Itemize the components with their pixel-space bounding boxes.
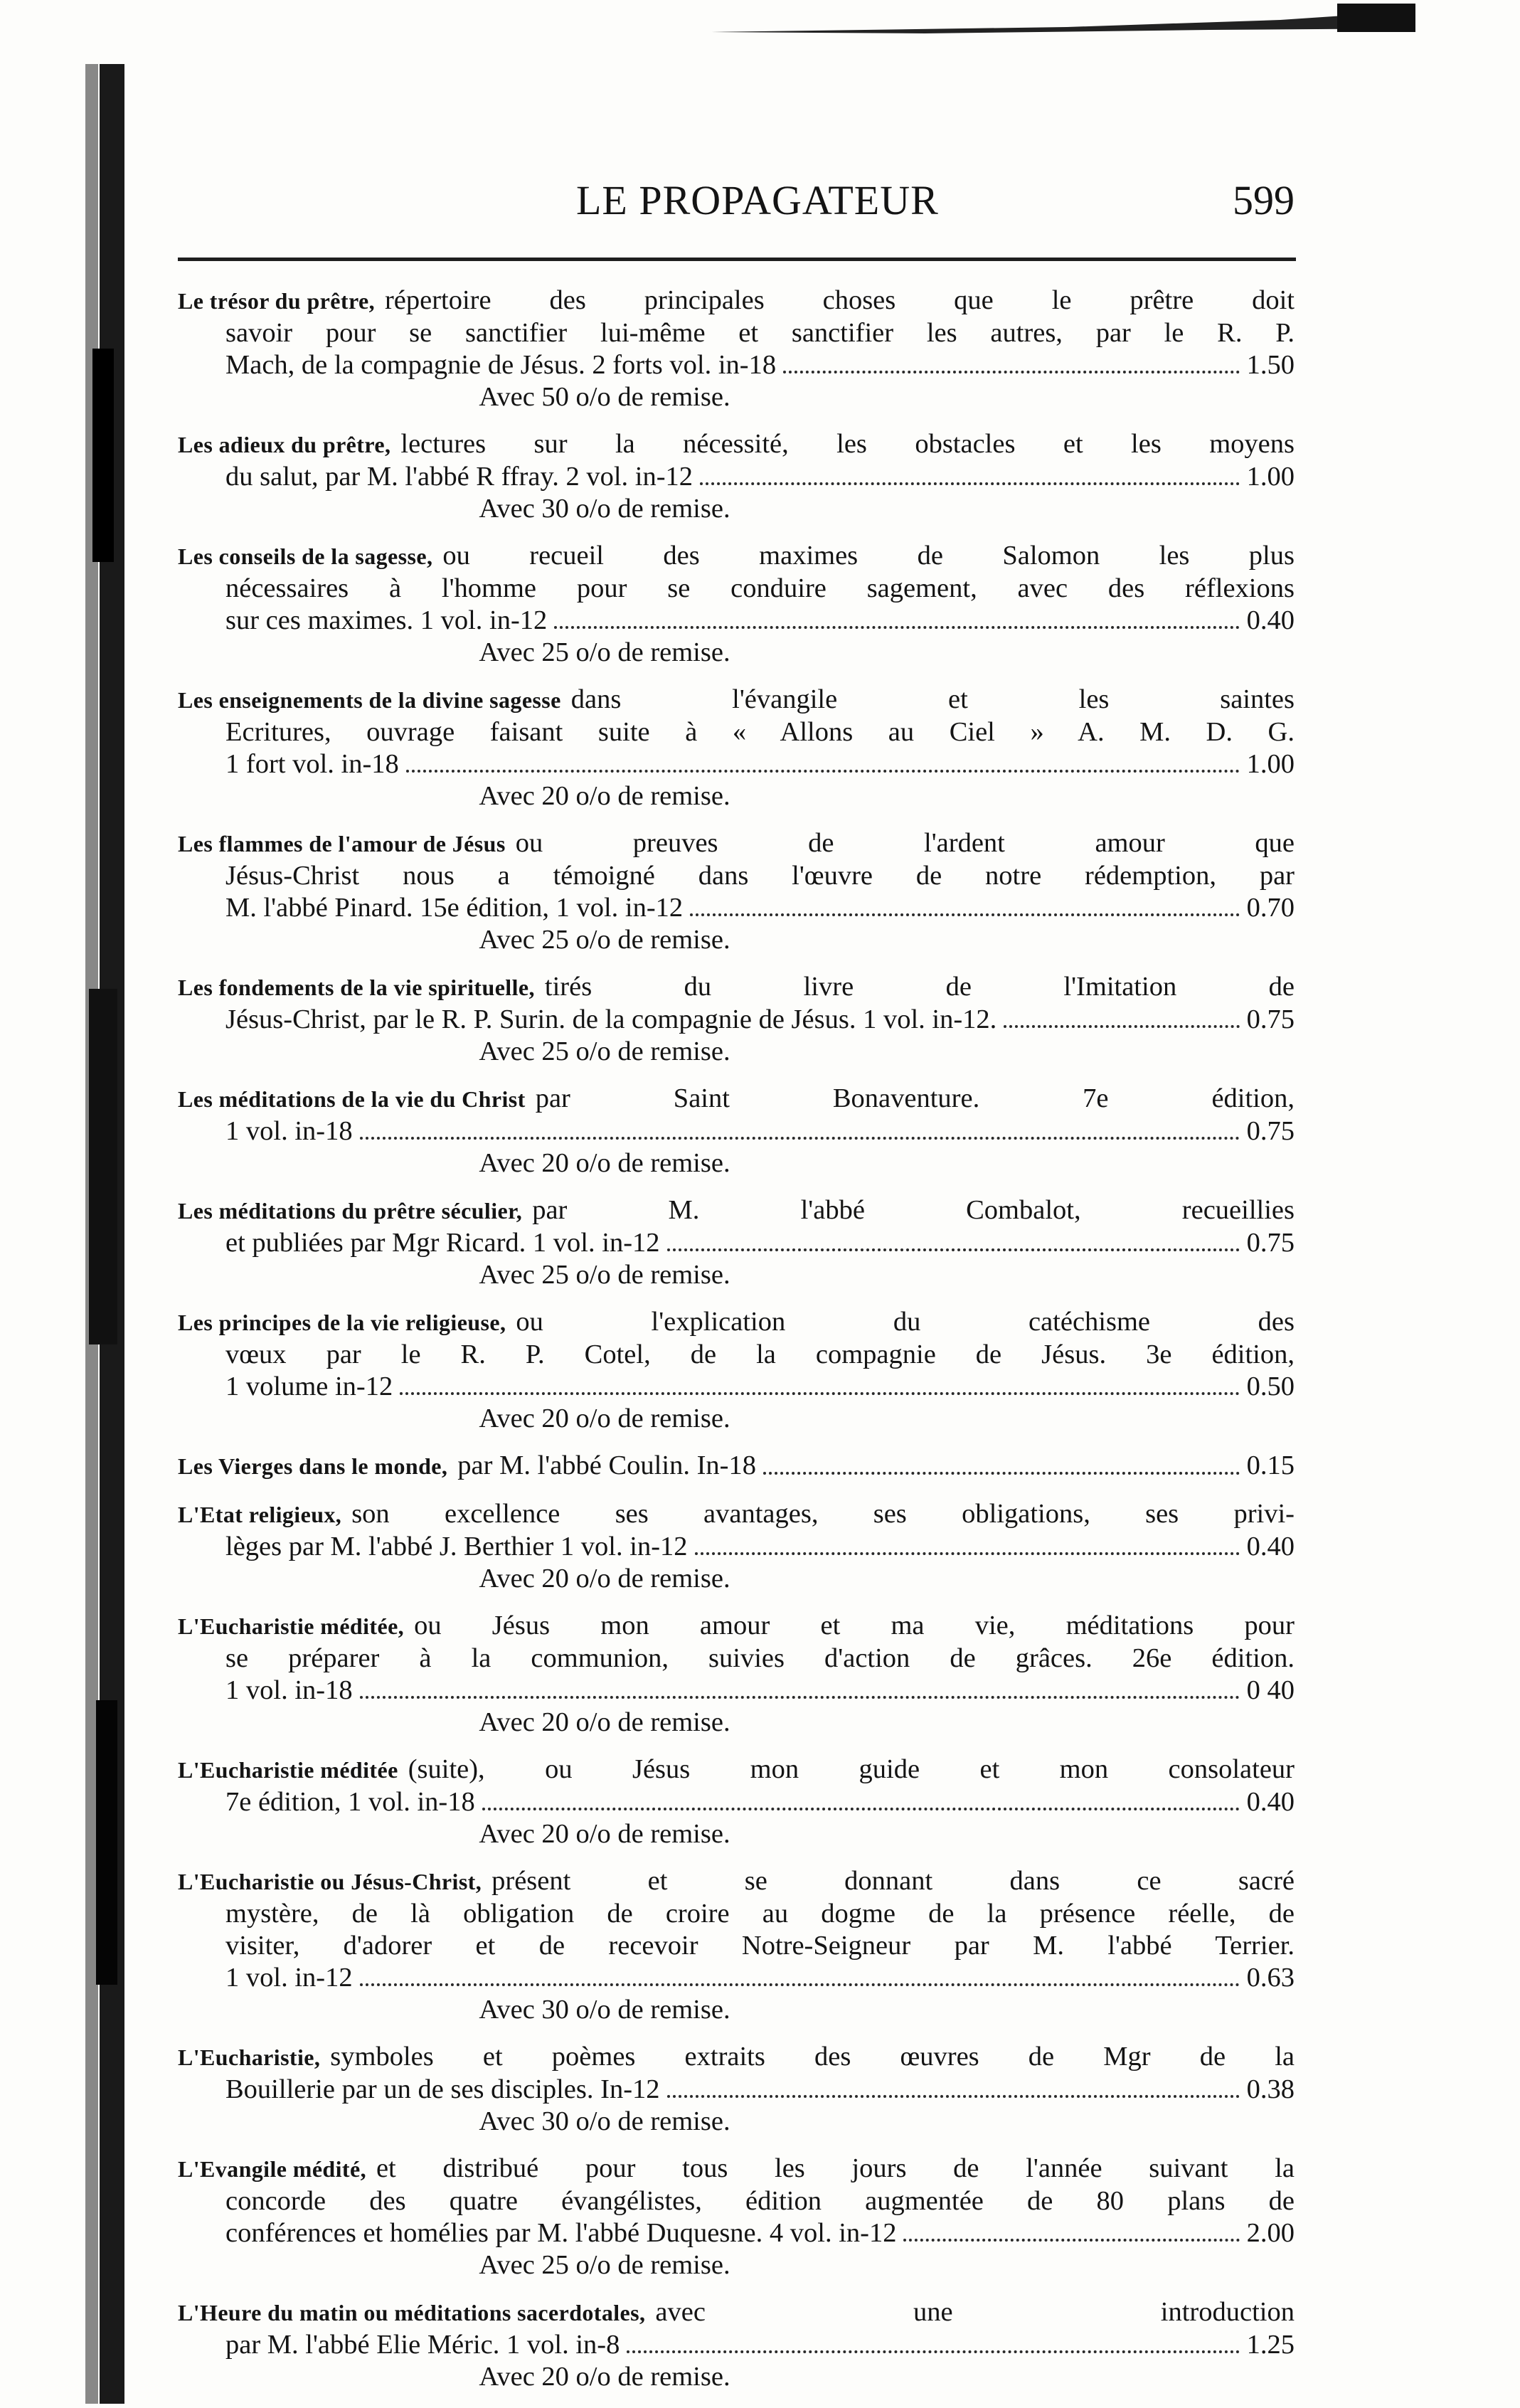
entry-line	[178, 1962, 1295, 1994]
entry-price: 0.40	[1246, 605, 1295, 635]
entry-title: L'Eucharistie ou Jésus-Christ,	[178, 1869, 482, 1894]
entry-description: avec une introduction	[655, 2297, 1295, 2327]
entry-discount: Avec 30 o/o de remise.	[479, 2106, 730, 2136]
entry-title: Les méditations de la vie du Christ	[178, 1086, 526, 1112]
entry-price: 0.15	[1246, 1450, 1295, 1480]
catalog-entry	[178, 1306, 1295, 1434]
scan-top-edge	[0, 0, 1520, 43]
entry-title: Les principes de la vie religieuse,	[178, 1310, 506, 1335]
entry-discount: Avec 20 o/o de remise.	[479, 2362, 730, 2392]
entry-title: Les enseignements de la divine sagesse	[178, 687, 561, 713]
entry-title: L'Evangile médité,	[178, 2156, 366, 2182]
entry-title: L'Heure du matin ou méditations sacerdotales,	[178, 2300, 646, 2325]
dot-leader	[763, 1471, 1240, 1475]
entry-description: ou recueil des maximes de Salomon les plus	[442, 541, 1295, 571]
entry-description: nécessaires à l'homme pour se conduire sagement, avec des réflexions	[225, 573, 1295, 603]
entry-first-line	[178, 1865, 1295, 1898]
entry-description: et distribué pour tous les jours de l'année suivant la	[376, 2153, 1295, 2183]
dot-leader	[903, 2238, 1239, 2242]
entry-line	[178, 573, 1295, 605]
entry-line	[178, 1930, 1295, 1962]
entry-discount: Avec 20 o/o de remise.	[479, 781, 730, 811]
entry-description: Jésus-Christ, par le R. P. Surin. de la compagnie de Jésus. 1 vol. in-12.	[225, 1004, 997, 1034]
entry-description: tirés du livre de l'Imitation de	[544, 972, 1295, 1002]
catalog-entry	[178, 684, 1295, 812]
entry-discount: Avec 25 o/o de remise.	[479, 1036, 730, 1066]
entry-description: 7e édition, 1 vol. in-18	[225, 1787, 475, 1817]
entry-price: 0.38	[1246, 2074, 1295, 2104]
catalog-entry	[178, 1610, 1295, 1738]
entry-discount: Avec 25 o/o de remise.	[479, 1260, 730, 1290]
entry-description: Mach, de la compagnie de Jésus. 2 forts vol. in-18	[225, 350, 777, 380]
entry-title: Les méditations du prêtre séculier,	[178, 1198, 523, 1224]
entry-line	[178, 349, 1295, 381]
entry-line	[178, 1227, 1295, 1259]
entry-description: conférences et homélies par M. l'abbé Duquesne. 4 vol. in-12	[225, 2218, 897, 2248]
running-title: LE PROPAGATEUR	[576, 177, 939, 223]
entry-title: Les adieux du prêtre,	[178, 432, 391, 457]
dot-leader	[482, 1807, 1240, 1810]
entry-description: par M. l'abbé Elie Méric. 1 vol. in-8	[225, 2330, 620, 2360]
scan-left-edge	[71, 64, 139, 2404]
entry-description: par M. l'abbé Combalot, recueillies	[532, 1195, 1295, 1225]
entry-title: Les fondements de la vie spirituelle,	[178, 975, 535, 1000]
entry-first-line	[178, 1083, 1295, 1115]
dot-leader	[783, 370, 1240, 373]
entry-line	[178, 461, 1295, 493]
entry-discount: Avec 20 o/o de remise.	[479, 1404, 730, 1433]
entry-description: Ecritures, ouvrage faisant suite à « Allons au Ciel » A. M. D. G.	[225, 717, 1295, 747]
entry-description: lèges par M. l'abbé J. Berthier 1 vol. in-12	[225, 1532, 688, 1561]
entry-line	[178, 892, 1295, 924]
entry-description: répertoire des principales choses que le prêtre doit	[384, 285, 1295, 315]
entry-line	[178, 860, 1295, 892]
entry-discount: Avec 20 o/o de remise.	[479, 1564, 730, 1593]
entry-description: 1 vol. in-18	[225, 1116, 353, 1146]
catalog-entry	[178, 2296, 1295, 2392]
entry-discount: Avec 50 o/o de remise.	[479, 382, 730, 412]
entry-first-line	[178, 1450, 1295, 1483]
entry-first-line	[178, 1194, 1295, 1227]
entry-price: 0.75	[1246, 1004, 1295, 1034]
dot-leader	[627, 2350, 1239, 2353]
entry-description: du salut, par M. l'abbé R ffray. 2 vol. in-12	[225, 462, 693, 492]
entry-discount: Avec 20 o/o de remise.	[479, 1819, 730, 1849]
entry-discount: Avec 25 o/o de remise.	[479, 2250, 730, 2280]
entry-line	[178, 317, 1295, 349]
entry-description: ou preuves de l'ardent amour que	[515, 828, 1295, 858]
entry-description: vœux par le R. P. Cotel, de la compagnie de Jésus. 3e édition,	[225, 1340, 1295, 1369]
entry-description: ou Jésus mon amour et ma vie, méditations pour	[414, 1611, 1295, 1640]
entry-first-line	[178, 827, 1295, 860]
entry-description: dans l'évangile et les saintes	[570, 684, 1295, 714]
entry-first-line	[178, 971, 1295, 1004]
entry-price: 1.00	[1246, 462, 1295, 492]
entry-description: lectures sur la nécessité, les obstacles et les moyens	[400, 429, 1295, 459]
entry-price: 0.50	[1246, 1372, 1295, 1401]
dot-leader	[360, 1136, 1240, 1140]
catalog-entry	[178, 971, 1295, 1067]
entry-description: 1 volume in-12	[225, 1372, 393, 1401]
entry-first-line	[178, 1610, 1295, 1643]
dot-leader	[667, 2094, 1240, 2098]
entry-title: Les flammes de l'amour de Jésus	[178, 831, 506, 856]
entry-description: présent et se donnant dans ce sacré	[491, 1866, 1295, 1896]
entry-description: et publiées par Mgr Ricard. 1 vol. in-12	[225, 1228, 660, 1258]
entry-price: 1.50	[1246, 350, 1295, 380]
entry-description: se préparer à la communion, suivies d'action de grâces. 26e édition.	[225, 1643, 1295, 1673]
catalog-entry	[178, 1450, 1295, 1483]
entry-price: 2.00	[1246, 2218, 1295, 2248]
catalog-entry	[178, 540, 1295, 668]
entry-price: 0.40	[1246, 1532, 1295, 1561]
entry-first-line	[178, 1498, 1295, 1531]
entry-description: M. l'abbé Pinard. 15e édition, 1 vol. in-12	[225, 893, 684, 923]
entry-discount: Avec 25 o/o de remise.	[479, 925, 730, 955]
page-number: 599	[1233, 177, 1295, 223]
entry-title: Le trésor du prêtre,	[178, 288, 375, 314]
entry-description: Bouillerie par un de ses disciples. In-12	[225, 2074, 660, 2104]
entry-first-line	[178, 2153, 1295, 2185]
entry-first-line	[178, 1754, 1295, 1786]
entry-title: L'Eucharistie méditée	[178, 1757, 398, 1783]
catalog-entry	[178, 428, 1295, 524]
entry-line	[178, 2185, 1295, 2217]
entry-title: L'Eucharistie,	[178, 2044, 321, 2070]
entry-description: 1 vol. in-12	[225, 1963, 353, 1993]
entry-line	[178, 1371, 1295, 1403]
entry-title: Les Vierges dans le monde,	[178, 1453, 448, 1479]
entry-price: 1.25	[1246, 2330, 1295, 2360]
entry-description: sur ces maximes. 1 vol. in-12	[225, 605, 548, 635]
dot-leader	[700, 482, 1240, 485]
entry-title: L'Etat religieux,	[178, 1502, 342, 1527]
dot-leader	[400, 1391, 1239, 1395]
entry-price: 0.70	[1246, 893, 1295, 923]
entry-line	[178, 2329, 1295, 2361]
catalog-entry	[178, 827, 1295, 955]
catalog-entry	[178, 2153, 1295, 2281]
entry-line	[178, 1675, 1295, 1707]
entry-description: par Saint Bonaventure. 7e édition,	[535, 1083, 1295, 1113]
catalog-entry	[178, 285, 1295, 413]
entry-title: L'Eucharistie méditée,	[178, 1613, 405, 1639]
entry-title: Les conseils de la sagesse,	[178, 543, 433, 569]
entry-line	[178, 1898, 1295, 1930]
entry-price: 1.00	[1246, 749, 1295, 779]
catalog-entry	[178, 1498, 1295, 1594]
catalog-entries	[178, 285, 1295, 2408]
dot-leader	[406, 769, 1240, 773]
entry-discount: Avec 20 o/o de remise.	[479, 1707, 730, 1737]
entry-line	[178, 1643, 1295, 1675]
catalog-entry	[178, 2041, 1295, 2137]
entry-description: symboles et poèmes extraits des œuvres de Mgr de la	[330, 2042, 1295, 2072]
dot-leader	[1004, 1024, 1239, 1028]
entry-discount: Avec 20 o/o de remise.	[479, 1148, 730, 1178]
entry-discount: Avec 25 o/o de remise.	[479, 637, 730, 667]
entry-discount: Avec 30 o/o de remise.	[479, 494, 730, 524]
dot-leader	[554, 625, 1239, 629]
entry-price: 0.40	[1246, 1787, 1295, 1817]
entry-description: 1 fort vol. in-18	[225, 749, 399, 779]
entry-description: concorde des quatre évangélistes, édition augmentée de 80 plans de	[225, 2186, 1295, 2216]
entry-description: savoir pour se sanctifier lui-même et sanctifier les autres, par le R. P.	[225, 318, 1295, 348]
header-rule	[178, 258, 1296, 261]
entry-first-line	[178, 2041, 1295, 2074]
catalog-entry	[178, 1865, 1295, 2025]
catalog-entry	[178, 1083, 1295, 1179]
catalog-entry	[178, 1754, 1295, 1850]
entry-discount: Avec 30 o/o de remise.	[479, 1995, 730, 2025]
entry-price: 0.75	[1246, 1228, 1295, 1258]
entry-first-line	[178, 428, 1295, 461]
entry-line	[178, 605, 1295, 637]
entry-line	[178, 2074, 1295, 2106]
entry-price: 0.63	[1246, 1963, 1295, 1993]
entry-first-line	[178, 684, 1295, 716]
entry-line	[178, 1115, 1295, 1147]
entry-description: par M. l'abbé Coulin. In-18	[457, 1450, 756, 1480]
entry-line	[178, 1531, 1295, 1563]
dot-leader	[360, 1983, 1240, 1986]
entry-first-line	[178, 285, 1295, 317]
entry-line	[178, 716, 1295, 748]
entry-first-line	[178, 2296, 1295, 2329]
entry-description: ou l'explication du catéchisme des	[516, 1307, 1295, 1337]
page-header	[178, 169, 1295, 233]
entry-price: 0 40	[1246, 1675, 1295, 1705]
entry-description: 1 vol. in-18	[225, 1675, 353, 1705]
entry-line	[178, 1786, 1295, 1818]
entry-line	[178, 1339, 1295, 1371]
entry-line	[178, 1004, 1295, 1036]
dot-leader	[695, 1552, 1240, 1555]
entry-first-line	[178, 1306, 1295, 1339]
entry-description: visiter, d'adorer et de recevoir Notre-Seigneur par M. l'abbé Terrier.	[225, 1931, 1295, 1961]
catalog-entry	[178, 1194, 1295, 1290]
entry-first-line	[178, 540, 1295, 573]
entry-line	[178, 2217, 1295, 2249]
dot-leader	[360, 1695, 1240, 1699]
entry-description: mystère, de là obligation de croire au dogme de la présence réelle, de	[225, 1899, 1295, 1929]
entry-description: son excellence ses avantages, ses obligations, ses privi-	[351, 1499, 1295, 1529]
dot-leader	[690, 913, 1239, 916]
entry-description: (suite), ou Jésus mon guide et mon consolateur	[408, 1754, 1295, 1784]
entry-line	[178, 748, 1295, 780]
dot-leader	[667, 1248, 1240, 1251]
entry-price: 0.75	[1246, 1116, 1295, 1146]
entry-description: Jésus-Christ nous a témoigné dans l'œuvre de notre rédemption, par	[225, 861, 1295, 891]
